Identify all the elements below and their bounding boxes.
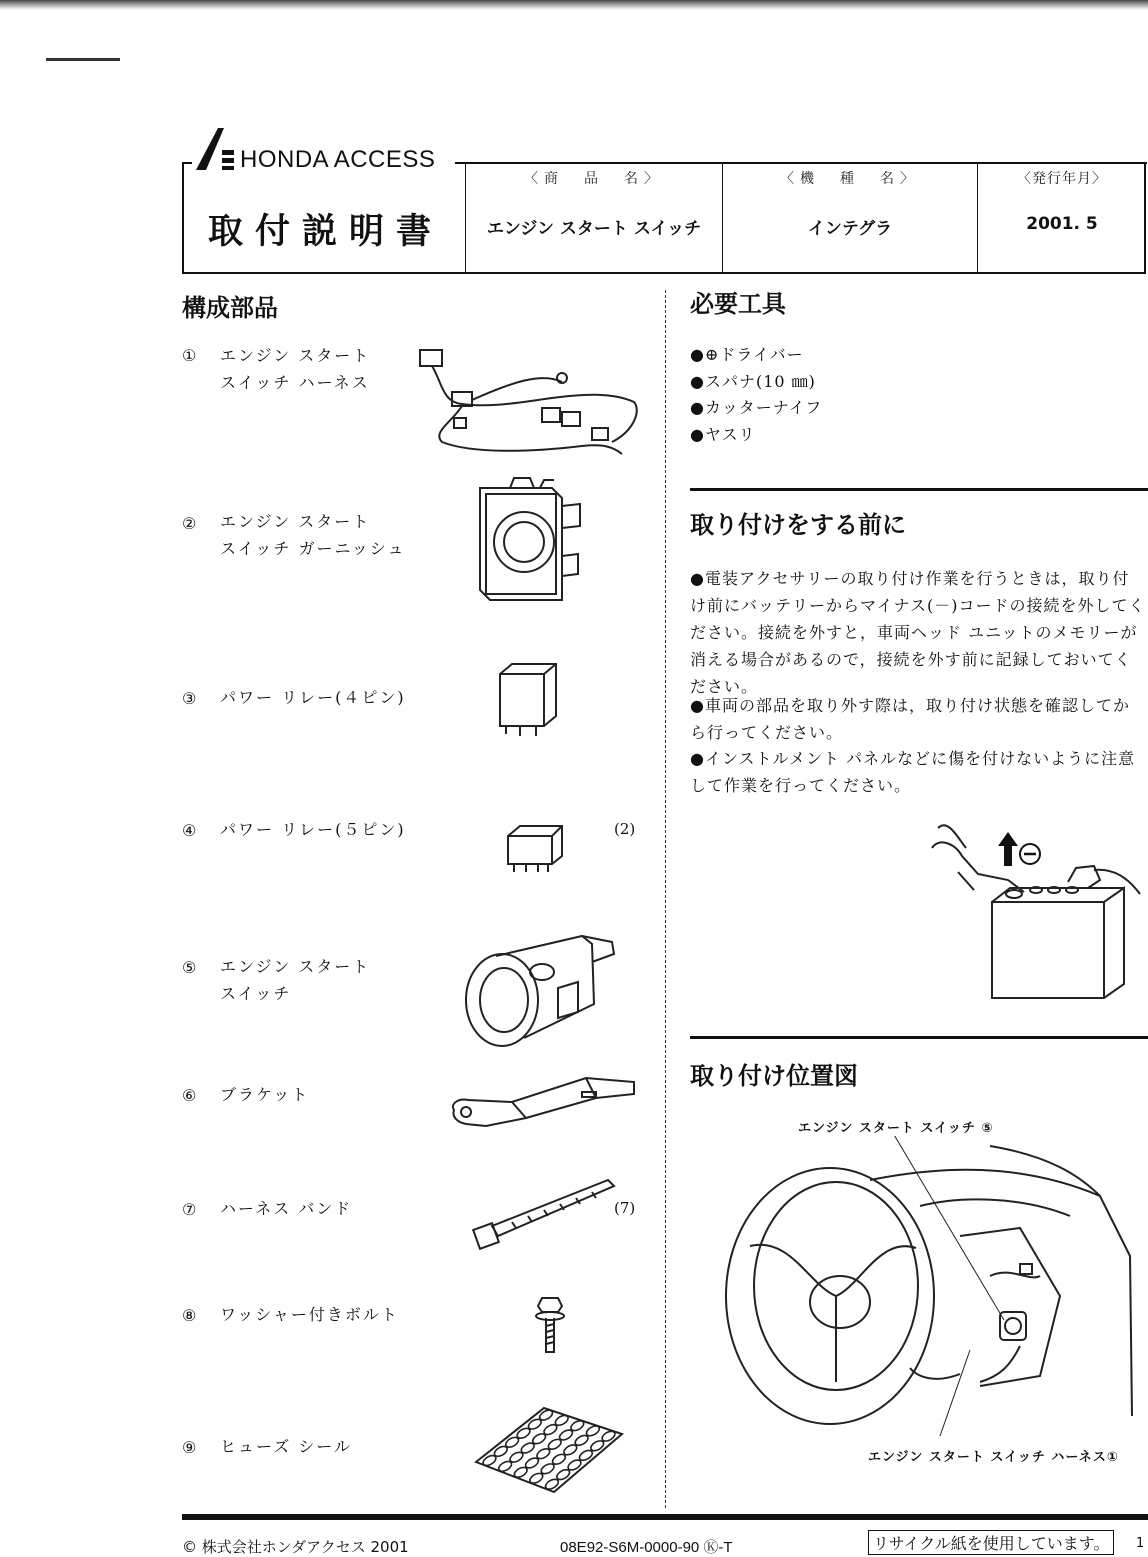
part-name: ブラケット bbox=[220, 1085, 310, 1104]
bolt-icon bbox=[530, 1294, 570, 1358]
part-name: ワッシャー付きボルト bbox=[220, 1305, 399, 1324]
document-title: 取付説明書 bbox=[208, 212, 444, 252]
relay-4pin-icon bbox=[492, 660, 564, 740]
bracket-icon bbox=[446, 1070, 638, 1130]
recycle-notice: リサイクル紙を使用しています。 bbox=[868, 1530, 1114, 1555]
copyright: © 株式会社ホンダアクセス 2001 bbox=[182, 1538, 409, 1556]
parts-heading: 構成部品 bbox=[182, 294, 278, 322]
tools-heading: 必要工具 bbox=[690, 290, 786, 318]
part-name: エンジン スタート スイッチ bbox=[220, 957, 371, 1003]
note-paragraph: ●車両の部品を取り外す際は，取り付け状態を確認してから行ってください。 bbox=[690, 696, 1130, 742]
part-name: ハーネス バンド bbox=[220, 1199, 353, 1218]
part-name: エンジン スタート スイッチ ガーニッシュ bbox=[220, 512, 406, 558]
part-number-code: 08E92-S6M-0000-90 Ⓚ-T bbox=[560, 1539, 733, 1556]
part-number: ⑧ bbox=[182, 1306, 197, 1325]
fuse-seal-icon bbox=[474, 1404, 624, 1496]
part-number: ② bbox=[182, 514, 197, 533]
part-number: ⑤ bbox=[182, 958, 197, 977]
product-label: 〈商 品 名〉 bbox=[524, 171, 664, 187]
cable-tie-icon bbox=[472, 1174, 620, 1254]
brand-name: HONDA ACCESS bbox=[240, 146, 436, 173]
fuse-seal-cell bbox=[554, 1413, 570, 1427]
part-number: ① bbox=[182, 346, 197, 365]
model-label: 〈機 種 名〉 bbox=[780, 171, 920, 187]
section-rule bbox=[690, 1036, 1148, 1039]
part-name: ヒューズ シール bbox=[220, 1437, 352, 1456]
scan-edge bbox=[0, 0, 1148, 10]
part-number: ③ bbox=[182, 689, 197, 708]
battery-disconnect-illustration bbox=[918, 808, 1144, 1006]
part-name: パワー リレー(４ピン) bbox=[220, 688, 406, 707]
wire-harness-icon bbox=[412, 342, 644, 464]
before-heading: 取り付けをする前に bbox=[690, 511, 906, 539]
callout-harness: エンジン スタート スイッチ ハーネス① bbox=[868, 1450, 1119, 1465]
part-quantity: (7) bbox=[614, 1199, 636, 1217]
garnish-icon bbox=[470, 474, 588, 614]
date-label: 〈発行年月〉 bbox=[1017, 171, 1107, 187]
part-name: エンジン スタート スイッチ ハーネス bbox=[220, 346, 371, 392]
part-number: ⑥ bbox=[182, 1086, 197, 1105]
part-number: ⑨ bbox=[182, 1438, 197, 1457]
installation-location-diagram bbox=[720, 1136, 1146, 1440]
part-number: ④ bbox=[182, 821, 197, 840]
fuse-seal-cell bbox=[585, 1424, 601, 1438]
start-switch-icon bbox=[462, 928, 620, 1054]
header-top-line-left bbox=[182, 162, 192, 164]
tool-item: ●スパナ(10 ㎜) bbox=[690, 372, 816, 391]
part-number: ⑦ bbox=[182, 1200, 197, 1219]
product-value: エンジン スタート スイッチ bbox=[486, 219, 702, 239]
page-number: 1 bbox=[1136, 1536, 1145, 1551]
header-top-line bbox=[455, 162, 1147, 164]
date-value: 2001. 5 bbox=[1026, 214, 1098, 234]
note-paragraph: ●インストルメント パネルなどに傷を付けないように注意して作業を行ってください。 bbox=[690, 749, 1136, 795]
part-quantity: (2) bbox=[614, 820, 636, 838]
tool-item: ●カッターナイフ bbox=[690, 398, 823, 417]
relay-5pin-icon bbox=[500, 822, 572, 874]
model-value: インテグラ bbox=[807, 219, 893, 239]
fuse-seal-cell bbox=[569, 1419, 585, 1433]
column-divider bbox=[665, 290, 666, 1508]
callout-switch: エンジン スタート スイッチ ⑤ bbox=[798, 1121, 994, 1136]
tool-item: ●ヤスリ bbox=[690, 425, 756, 444]
scan-mark bbox=[46, 58, 120, 61]
part-name: パワー リレー(５ピン) bbox=[220, 820, 406, 839]
section-rule bbox=[690, 488, 1148, 491]
location-heading: 取り付け位置図 bbox=[690, 1062, 858, 1090]
tool-item: ●⊕ドライバー bbox=[690, 345, 804, 364]
note-paragraph: ●電装アクセサリーの取り付け作業を行うときは，取り付け前にバッテリーからマイナス(－)コードの接続を外してください。接続を外すと，車両ヘッド ユニットのメモリーが消える場合があるので，接続を外す前に記録しておいてください。 bbox=[690, 569, 1146, 696]
footer-rule bbox=[182, 1514, 1148, 1520]
